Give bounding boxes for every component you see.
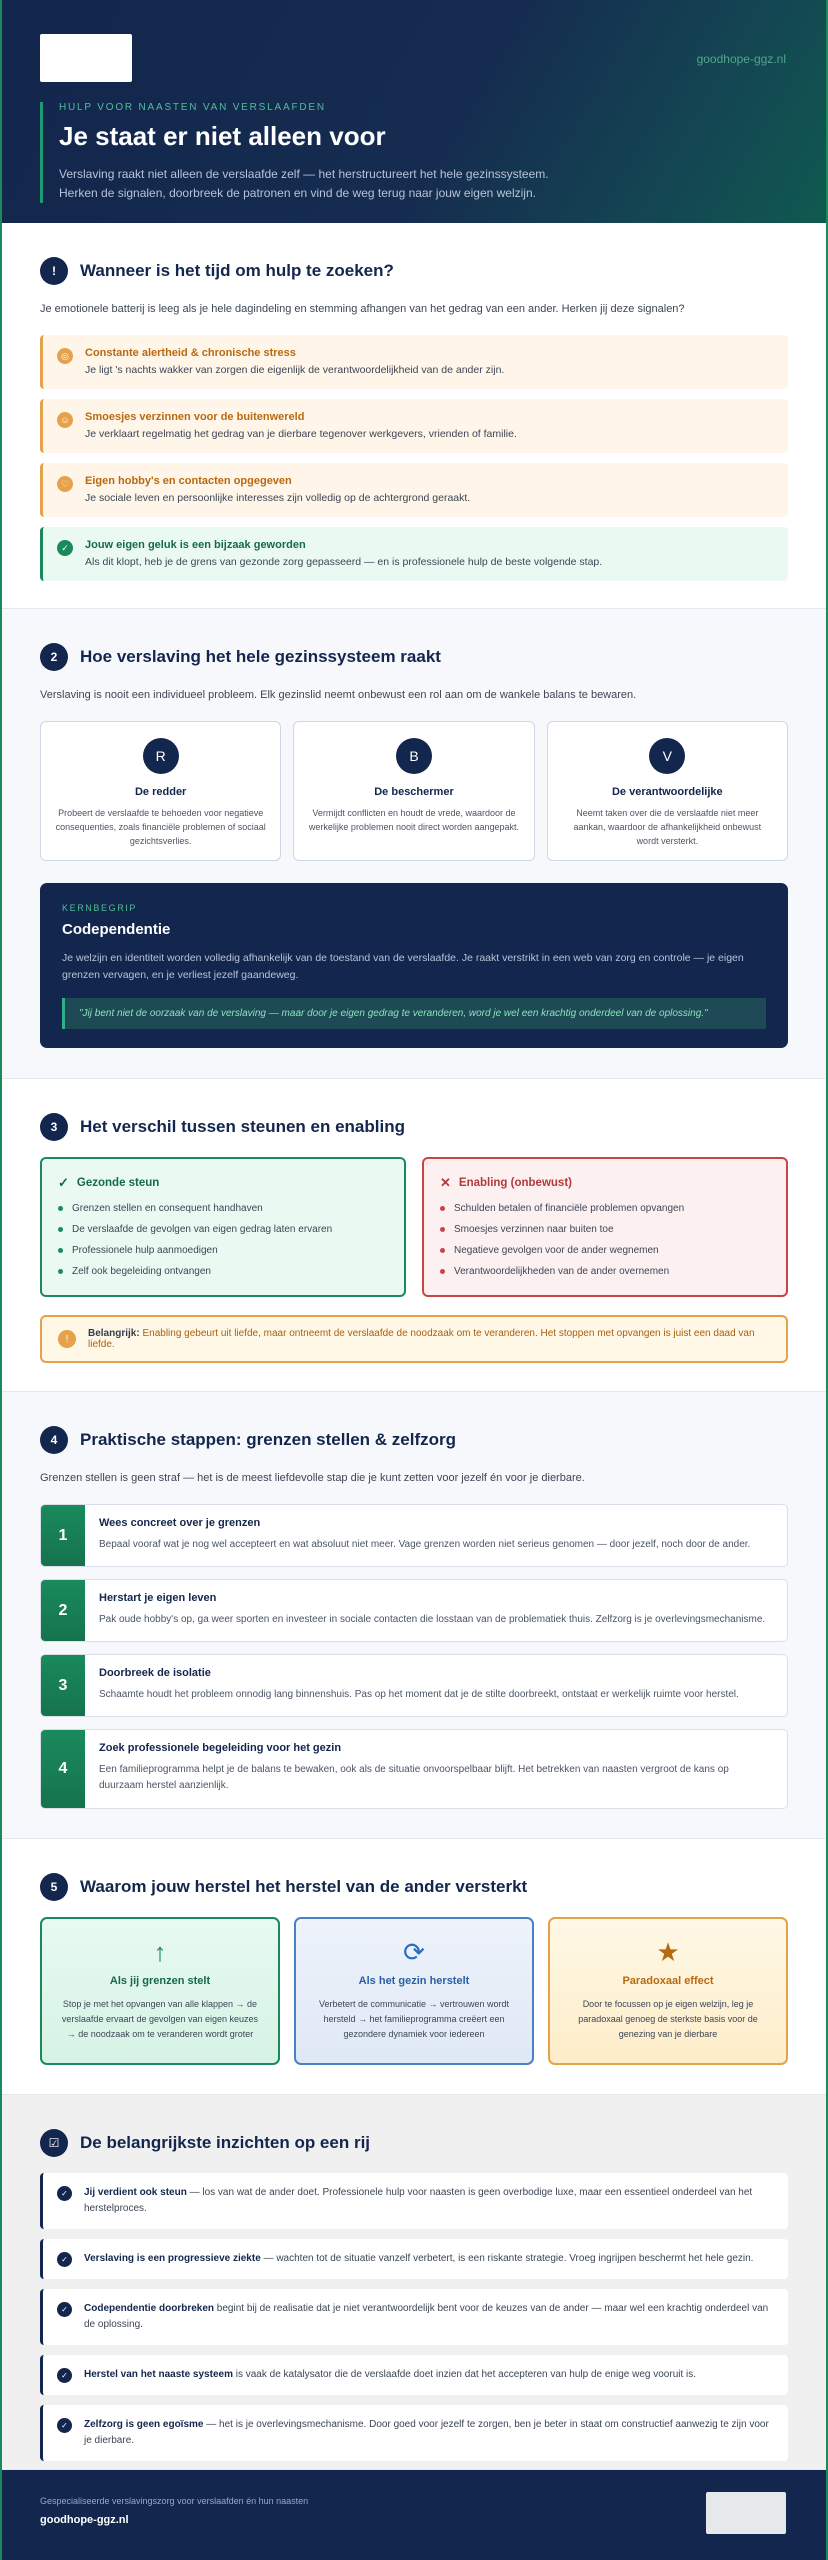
step-text: Pak oude hobby's op, ga weer sporten en investeer in sociale contacten die losstaan van de problematiek thuis. Zelfzorg is je overlevingsmechanisme.	[99, 1614, 766, 1625]
step-number: 4	[41, 1730, 85, 1808]
bullet-icon	[58, 1227, 63, 1232]
insight-item	[40, 2239, 788, 2279]
signal-item	[40, 463, 788, 517]
list-item	[440, 1245, 770, 1256]
section-intro: Je emotionele batterij is leeg als je hele dagindeling en stemming afhangen van het gedrag van een ander. Herken jij deze signalen?	[40, 303, 685, 315]
recovery-card-boundaries	[40, 1917, 280, 2065]
section-intro: Grenzen stellen is geen straf — het is de meest liefdevolle stap die je kunt zetten voor jezelf én voor je dierbare.	[40, 1472, 585, 1484]
role-avatar: V	[649, 738, 685, 774]
step-number: 3	[41, 1655, 85, 1716]
section-title: De belangrijkste inzichten op een rij	[80, 2133, 371, 2152]
column-title-label: Gezonde steun	[76, 1177, 160, 1189]
arrow-up-icon: ↑	[153, 1937, 167, 1967]
section-number-badge: 5	[40, 1873, 68, 1901]
section-number-badge: 4	[40, 1426, 68, 1454]
insight-item	[40, 2355, 788, 2395]
insight-bold: Jij verdient ook steun	[84, 2187, 187, 2198]
list-item	[58, 1266, 388, 1277]
step-card	[40, 1729, 788, 1809]
step-card	[40, 1654, 788, 1717]
card-title: Als het gezin herstelt	[358, 1975, 470, 1987]
hero-subtitle	[59, 165, 788, 203]
bullet-icon	[58, 1269, 63, 1274]
role-card-verantwoordelijke	[547, 721, 788, 861]
check-icon: ✓	[57, 2252, 72, 2267]
role-text: Probeert de verslaafde te behoeden voor negatieve consequenties, zoals financiële problemen of sociaal gezichtsverlies.	[55, 808, 266, 846]
list-item	[58, 1203, 388, 1214]
section-header	[40, 2129, 788, 2157]
refresh-icon: ⟳	[403, 1937, 425, 1967]
list-item	[440, 1203, 770, 1214]
enabling-list	[440, 1203, 770, 1277]
role-card-beschermer	[293, 721, 534, 861]
signal-title: Eigen hobby's en contacten opgegeven	[85, 475, 292, 487]
list-item-label: Professionele hulp aanmoedigen	[72, 1245, 218, 1256]
important-note	[40, 1315, 788, 1363]
step-body	[85, 1505, 764, 1566]
insight-text	[84, 2251, 753, 2267]
concept-text: Je welzijn en identiteit worden volledig afhankelijk van de toestand van de verslaafde. Je raakt verstrikt in een web van zorg en controle — je eigen grenzen vervagen, en je verliest jezelf gaandeweg.	[62, 952, 744, 981]
column-title-label: Enabling (onbewust)	[458, 1177, 572, 1189]
insight-item	[40, 2173, 788, 2229]
card-text: Stop je met het opvangen van alle klappen → de verslaafde ervaart de gevolgen van eigen keuzes → de noodzaak om te veranderen wordt groter	[61, 1999, 259, 2039]
section-practical-steps	[2, 1392, 826, 1839]
list-item-label: Zelf ook begeleiding ontvangen	[72, 1266, 211, 1277]
list-item	[440, 1224, 770, 1235]
person-icon: ☺	[57, 412, 73, 428]
note-body: Enabling gebeurt uit liefde, maar ontneemt de verslaafde de noodzaak om te veranderen. Het stoppen met opvangen is juist een daad van liefde.	[88, 1328, 755, 1350]
step-body	[85, 1655, 753, 1716]
role-title: De redder	[134, 786, 187, 798]
healthy-support-title	[58, 1175, 388, 1191]
insight-rest: — het is je overlevingsmechanisme. Door goed voor jezelf te zorgen, ben je beter in staat om constructief aanwezig te zijn voor je dierbare.	[84, 2419, 769, 2446]
section-title: Wanneer is het tijd om hulp te zoeken?	[80, 261, 394, 280]
section-title: Waarom jouw herstel het herstel van de ander versterkt	[80, 1877, 528, 1896]
footer	[2, 2470, 826, 2560]
recovery-cards	[40, 1917, 788, 2065]
section-header	[40, 1873, 788, 1901]
role-title: De beschermer	[374, 786, 454, 798]
insight-bold: Herstel van het naaste systeem	[84, 2369, 233, 2380]
note-text	[88, 1328, 770, 1350]
concept-title: Codependentie	[62, 921, 171, 938]
step-text: Schaamte houdt het probleem onnodig lang binnenshuis. Pas op het moment dat je de stilte doorbreekt, ontstaat er werkelijk ruimte voor herstel.	[99, 1689, 739, 1700]
step-title: Wees concreet over je grenzen	[99, 1517, 261, 1529]
check-icon: ✓	[58, 1175, 69, 1190]
insight-bold: Zelfzorg is geen egoïsme	[84, 2419, 204, 2430]
step-title: Doorbreek de isolatie	[99, 1667, 211, 1679]
bullet-icon	[440, 1206, 445, 1211]
hero-content	[40, 102, 788, 203]
star-icon: ★	[656, 1937, 680, 1967]
concept-kicker: KERNBEGRIP	[62, 903, 138, 913]
hero-kicker: HULP VOOR NAASTEN VAN VERSLAAFDEN	[59, 102, 326, 113]
role-text: Vermijdt conflicten en houdt de vrede, waardoor de werkelijke problemen nooit direct worden aangepakt.	[308, 808, 520, 832]
hero-banner	[2, 0, 826, 223]
alert-icon: ◎	[57, 348, 73, 364]
list-item	[58, 1245, 388, 1256]
insight-text	[84, 2301, 774, 2333]
list-item-label: Schulden betalen of financiële problemen opvangen	[454, 1203, 685, 1214]
bullet-icon	[440, 1248, 445, 1253]
signal-item	[40, 335, 788, 389]
role-text: Neemt taken over die de verslaafde niet meer aankan, waardoor de afhankelijkheid onbewust wordt versterkt.	[573, 808, 762, 846]
list-item-label: De verslaafde de gevolgen van eigen gedrag laten ervaren	[72, 1224, 333, 1235]
step-title: Herstart je eigen leven	[99, 1592, 217, 1604]
card-title: Paradoxaal effect	[622, 1975, 714, 1987]
bullet-icon	[58, 1248, 63, 1253]
insight-bold: Codependentie doorbreken	[84, 2303, 215, 2314]
step-text: Een familieprogramma helpt je de balans te bewaken, ook als de situatie onvoorspelbaar blijft. Het betrekken van naasten vergroot de kans op duurzaam herstel aanzienlijk.	[99, 1764, 729, 1791]
list-item	[440, 1266, 770, 1277]
list-item-label: Verantwoordelijkheden van de ander overnemen	[454, 1266, 670, 1277]
bullet-icon	[440, 1227, 445, 1232]
bullet-icon	[58, 1206, 63, 1211]
role-cards	[40, 721, 788, 861]
signal-title: Smoesjes verzinnen voor de buitenwereld	[85, 411, 305, 423]
section-title: Het verschil tussen steunen en enabling	[80, 1117, 405, 1136]
role-avatar: B	[396, 738, 432, 774]
step-number: 1	[41, 1505, 85, 1566]
section-family-system	[2, 609, 826, 1079]
signal-text: Je sociale leven en persoonlijke interesses zijn volledig op de achtergrond geraakt.	[85, 492, 471, 504]
healthy-support-list	[58, 1203, 388, 1277]
section-header	[40, 257, 788, 285]
checklist-icon: ☑	[40, 2129, 68, 2157]
comparison	[40, 1157, 788, 1297]
recovery-card-family	[294, 1917, 534, 2065]
step-body	[85, 1580, 779, 1641]
check-icon: ✓	[57, 2186, 72, 2201]
check-icon: ✓	[57, 2302, 72, 2317]
card-text: Verbetert de communicatie → vertrouwen wordt hersteld → het familieprogramma creëert een gezondere dynamiek voor iedereen	[318, 1999, 510, 2039]
signal-item-conclusion	[40, 527, 788, 581]
section-title: Praktische stappen: grenzen stellen & zelfzorg	[80, 1430, 456, 1449]
insight-bold: Verslaving is een progressieve ziekte	[84, 2253, 261, 2264]
enabling-title	[440, 1175, 770, 1191]
healthy-support-card	[40, 1157, 406, 1297]
card-title: Als jij grenzen stelt	[109, 1975, 211, 1987]
insight-rest: — los van wat de ander doet. Professionele hulp voor naasten is geen overbodige luxe, maar een essentieel onderdeel van het herstelproces.	[84, 2187, 753, 2214]
section-title: Hoe verslaving het hele gezinssysteem raakt	[80, 647, 441, 666]
card-text: Door te focussen op je eigen welzijn, leg je paradoxaal genoeg de sterkste basis voor de genezing van je dierbare	[578, 1999, 758, 2039]
step-card	[40, 1579, 788, 1642]
section-intro: Verslaving is nooit een individueel probleem. Elk gezinslid neemt onbewust een rol aan om de wankele balans te bewaren.	[40, 689, 637, 701]
heart-icon: ♡	[57, 476, 73, 492]
section-number-badge: !	[40, 257, 68, 285]
role-title: De verantwoordelijke	[611, 786, 723, 798]
section-insights	[2, 2095, 826, 2470]
signal-item	[40, 399, 788, 453]
section-when-help	[2, 223, 826, 609]
hero-domain-link[interactable]: goodhope-ggz.nl	[696, 52, 786, 66]
list-item-label: Grenzen stellen en consequent handhaven	[72, 1203, 263, 1214]
role-avatar: R	[143, 738, 179, 774]
step-card	[40, 1504, 788, 1567]
logo-placeholder[interactable]	[40, 34, 132, 82]
section-support-vs-enabling	[2, 1079, 826, 1392]
list-item-label: Smoesjes verzinnen naar buiten toe	[454, 1224, 614, 1235]
signal-text: Je ligt 's nachts wakker van zorgen die eigenlijk de verantwoordelijkheid van de ander zijn.	[85, 364, 505, 376]
signal-list	[40, 335, 788, 581]
insight-rest: begint bij de realisatie dat je niet verantwoordelijk bent voor de keuzes van de ander — maar wel een krachtig onderdeel van de oplossing.	[84, 2303, 769, 2330]
cross-icon: ✕	[440, 1175, 451, 1190]
signal-title: Constante alertheid & chronische stress	[85, 347, 296, 359]
section-recovery	[2, 1839, 826, 2095]
recovery-card-paradox	[548, 1917, 788, 2065]
note-label: Belangrijk:	[88, 1328, 140, 1339]
footer-domain-link[interactable]: goodhope-ggz.nl	[40, 2514, 129, 2526]
check-icon: ✓	[57, 2418, 72, 2433]
step-number: 2	[41, 1580, 85, 1641]
enabling-card	[422, 1157, 788, 1297]
insight-text	[84, 2185, 774, 2217]
signal-text: Je verklaart regelmatig het gedrag van je dierbare tegenover werkgevers, vrienden of familie.	[85, 428, 517, 440]
page-title: Je staat er niet alleen voor	[59, 121, 386, 151]
hero-subtitle-line-2: Herken de signalen, doorbreek de patronen en vind de weg terug naar jouw eigen welzijn.	[59, 186, 536, 200]
section-header	[40, 1426, 788, 1454]
insight-text	[84, 2367, 696, 2383]
concept-quote: "Jij bent niet de oorzaak van de verslaving — maar door je eigen gedrag te veranderen, word je wel een krachtig onderdeel van de oplossing."	[62, 998, 766, 1029]
footer-logo-placeholder[interactable]	[706, 2492, 786, 2534]
insight-item	[40, 2289, 788, 2345]
section-number-badge: 2	[40, 643, 68, 671]
check-icon: ✓	[57, 540, 73, 556]
signal-title: Jouw eigen geluk is een bijzaak geworden	[85, 539, 306, 551]
insight-text	[84, 2417, 774, 2449]
list-item	[58, 1224, 388, 1235]
insight-rest: — wachten tot de situatie vanzelf verbetert, is een riskante strategie. Vroeg ingrijpen beschermt het hele gezin.	[260, 2253, 754, 2264]
step-title: Zoek professionele begeleiding voor het gezin	[99, 1742, 342, 1754]
section-header	[40, 643, 788, 671]
hero-subtitle-line-1: Verslaving raakt niet alleen de verslaafde zelf — het herstructureert het hele gezinssysteem.	[59, 167, 549, 181]
step-text: Bepaal vooraf wat je nog wel accepteert en wat absoluut niet meer. Vage grenzen worden niet serieus genomen — door jezelf, noch door de ander.	[99, 1539, 751, 1550]
section-header	[40, 1113, 788, 1141]
check-icon: ✓	[57, 2368, 72, 2383]
step-body	[85, 1730, 787, 1808]
section-number-badge: 3	[40, 1113, 68, 1141]
info-icon: !	[58, 1330, 76, 1348]
insight-rest: is vaak de katalysator die de verslaafde doet inzien dat het accepteren van hulp de enige weg vooruit is.	[232, 2369, 697, 2380]
insight-item	[40, 2405, 788, 2461]
concept-card	[40, 883, 788, 1048]
role-card-redder	[40, 721, 281, 861]
list-item-label: Negatieve gevolgen voor de ander wegnemen	[454, 1245, 659, 1256]
signal-text: Als dit klopt, heb je de grens van gezonde zorg gepasseerd — en is professionele hulp de beste volgende stap.	[85, 556, 603, 568]
bullet-icon	[440, 1269, 445, 1274]
footer-tagline: Gespecialiseerde verslavingszorg voor verslaafden én hun naasten	[40, 2496, 309, 2506]
